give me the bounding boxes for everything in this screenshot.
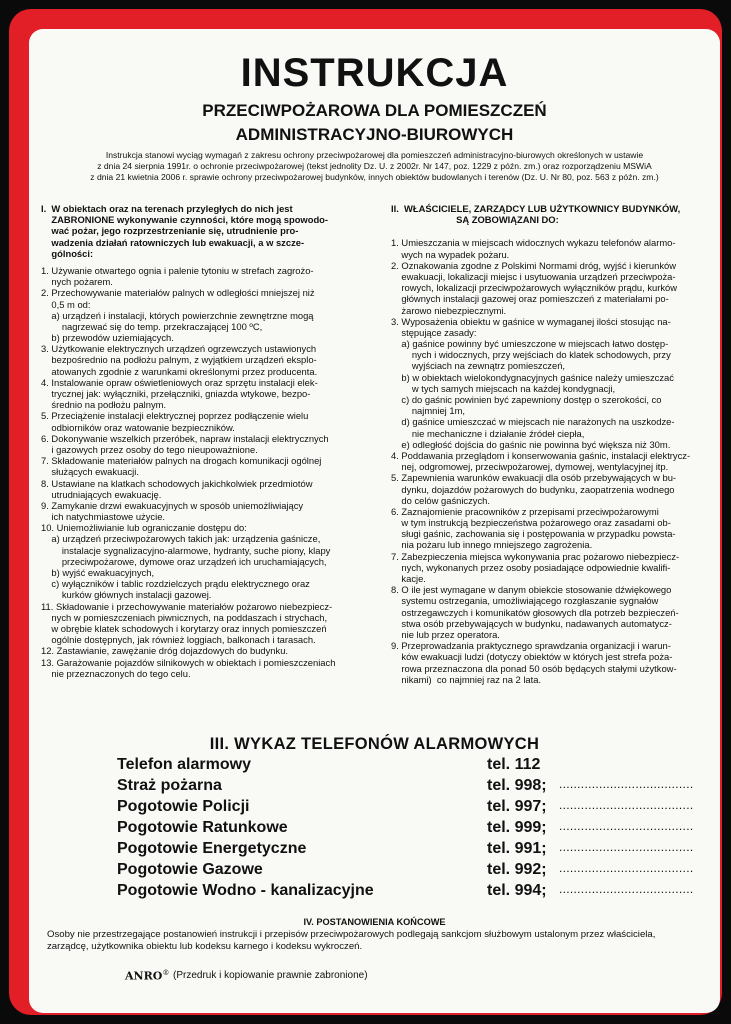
phone-service-name: Pogotowie Wodno - kanalizacyjne [117,882,374,899]
text-line: 3. Użytkowanie elektrycznych urządzeń ogrzewczych ustawionych [41,343,317,355]
text-line: głównych instalacji gazowej oraz pomieszczeń z materiałami po- [391,293,669,305]
phone-row [117,861,707,882]
text-line: 13. Garażowanie pojazdów silnikowych w obiektach i pomieszczeniach [41,656,336,668]
phone-service-name: Pogotowie Gazowe [117,861,263,878]
registered-mark: ® [162,969,170,977]
fill-in-line: ..................................... [559,777,694,791]
phone-row [117,756,707,777]
text-line: c) wyłączników i tablic rozdzielczych prądu elektrycznego oraz [41,578,310,590]
text-line: 2. Oznakowania zgodne z Polskimi Normami dróg, wyjść i kierunków [391,259,677,271]
text-line: SĄ ZOBOWIĄZANI DO: [391,214,559,226]
text-line: żarowo niebezpiecznymi. [391,304,507,316]
text-line: 9. Zamykanie drzwi ewakuacyjnych w sposób uniemożliwiający [41,499,304,511]
text-line: instalacje sygnalizacyjno-alarmowe, hydranty, suche piony, klapy [41,544,331,556]
text-line: atowanych zgodnie z warunkami określonymi przez producenta. [41,365,318,377]
text-line: wać pożar, jego rozprzestrzenianie się, utrudnienie pro- [41,225,299,237]
phone-row [117,882,707,903]
text-line: ich natychmiastowe użycie. [41,511,166,523]
text-line: 4. Poddawania przeglądom i konserwowania gaśnic, instalacji elektrycz- [391,449,691,461]
text-line: 6. Dokonywanie wszelkich przeróbek, napraw instalacji elektrycznych [41,432,329,444]
text-line: nych, wykonanych przez osoby posiadające odpowiednie kwalifi- [391,561,671,573]
text-line: 9. Przeprowadzania praktycznego sprawdzania organizacji i warun- [391,640,671,652]
text-line: ostrzegawczych i komunikatów głosowych dla potrzeb bezpieczeń- [391,606,679,618]
text-line: bezpośrednio na podłożu palnym, z wyjątkiem urządzeń eksplo- [41,354,317,366]
phone-service-name: Telefon alarmowy [117,756,251,773]
phone-service-name: Straż pożarna [117,777,222,794]
text-line: 2. Przechowywanie materiałów palnych w odległości mniejszej niż [41,287,315,299]
text-line: 7. Składowanie materiałów palnych na drogach komunikacji ogólnej [41,455,322,467]
final-line: Osoby nie przestrzegające postanowień instrukcji i przepisów przeciwpożarowych podlegają sankcjom służbowym ustalonym przez właściciela, [47,929,656,940]
text-line: ZABRONIONE wykonywanie czynności, które mogą spowodo- [41,214,329,226]
subtitle-line-2: ADMINISTRACYJNO-BIUROWYCH [235,125,514,144]
fill-in-line: ..................................... [559,798,694,812]
text-line: a) gaśnice powinny być umieszczone w miejscach łatwo dostęp- [391,338,669,350]
anro-logo [125,969,169,983]
text-line: nych pożarem. [41,276,113,288]
text-line: b) wyjść ewakuacyjnych, [41,567,155,578]
text-line: 3. Wyposażenia obiektu w gaśnice w wymaganej ilości stosując na- [391,315,671,327]
phone-service-name: Pogotowie Ratunkowe [117,819,288,836]
intro-line: z dnia 24 sierpnia 1991r. o ochronie przeciwpożarowej (tekst jednolity Dz. U. z 2002r. Nr 147, poz. 1229 z późn. zm.) oraz rozporządzeniu MSWiA [97,161,652,171]
document-title: INSTRUKCJA [240,51,509,95]
text-line: wych na wypadek pożaru. [391,248,510,260]
phone-number: tel. 992; [487,861,547,878]
text-line: 10. Uniemożliwianie lub ograniczanie dostępu do: [41,522,247,534]
phone-service-name: Pogotowie Energetyczne [117,840,307,857]
text-line: systemu ostrzegania, umożliwiającego rozgłaszanie sygnałów [391,595,659,607]
text-line: wadzenia działań ratowniczych lub ewakuacji, a w szcze- [41,236,305,248]
text-line: kurków głównych instalacji gazowej. [41,589,212,601]
logo-text: ANRO [125,969,163,983]
text-line: nikami) co najmniej raz na 2 lata. [391,673,542,685]
text-line: 12. Zastawianie, zawężanie dróg dojazdowych do budynku. [41,645,289,657]
sign-red-border [9,9,722,1015]
text-line: i gazowych przez osoby do tego nieupoważnione. [41,443,258,455]
text-line: nych w pomieszczeniach piwnicznych, na poddaszach i strychach, [41,611,328,623]
text-line: nych i widocznych, przy wejściach do klatek schodowych, przy [391,349,671,361]
text-line: stwa osób przebywających w budynku, nadawanych automatycz- [391,617,672,629]
text-line: 5. Przeciążenie instalacji elektrycznej poprzez podłączenie wielu [41,410,309,422]
text-line: sługi gaśnic, zachowania się i postępowania w przypadku powsta- [391,528,676,540]
text-line: a) urządzeń i instalacji, których powierzchnie zewnętrzne mogą [41,309,314,321]
phone-row [117,840,707,861]
text-line: gólności: [41,247,94,259]
text-line: c) do gaśnic powinien być zapewniony dostęp o szerokości, co [391,394,662,405]
phone-service-name: Pogotowie Policji [117,798,250,815]
intro-line: z dnia 21 kwietnia 2006 r. sprawie ochrony przeciwpożarowej budynków, innych obiektów budowlanych i terenów (Dz. U. Nr 80, poz. 563 z późn. zm.) [90,172,659,182]
phone-number: tel. 999; [487,819,547,836]
text-line: przeciwpożarowe, dymowe oraz urządzeń ich uruchamiających, [41,555,327,567]
text-line: a) urządzeń przeciwpożarowych takich jak: urządzenia gaśnicze, [41,533,321,545]
final-line: zarządcę, użytkownika obiektu lub kodeksu karnego i kodeksu wykroczeń. [47,941,363,952]
text-line: 7. Zabezpieczenia miejsca wykonywania prac pożarowo niebezpiecz- [391,550,680,562]
text-line: rowych, lokalizacji przeciwpożarowych wyłączników prądu, kurków [391,282,678,294]
text-line: w obrębie klatek schodowych i korytarzy oraz innych pomieszczeń [41,622,327,634]
text-line: nie lub przez operatora. [391,628,500,640]
text-line: trycznej jak: wyłączniki, przełączniki, gniazda wtykowe, bezpo- [41,388,311,399]
text-line: nie mechaniczne i działanie źródeł ciepła, [391,427,585,439]
text-line: nagrzewać się do temp. przekraczającej 100 ºC, [41,320,263,332]
section-2-obligations [391,203,709,685]
text-line: e) odległość dojścia do gaśnic nie powinna być większa niż 30m. [391,438,671,450]
text-line: ewakuacji, lokalizacji miejsc i usytuowania urządzeń przeciwpoża- [391,270,676,282]
text-line: stępujące zasady: [391,326,477,338]
text-line: 1. Umieszczania w miejscach widocznych wykazu telefonów alarmo- [391,237,676,249]
fill-in-line: ..................................... [559,882,694,896]
intro-paragraph [55,150,694,183]
text-line: 4. Instalowanie opraw oświetleniowych oraz sprzętu instalacji elek- [41,376,318,388]
fill-in-line: ..................................... [559,861,694,875]
text-line: b) przewodów uziemiających. [41,332,174,344]
sign-panel [29,29,720,1013]
text-line: w tych samych miejscach na każdej kondygnacji, [391,382,616,394]
text-line: ków ewakuacji ludzi (dotyczy obiektów w których jest strefa poża- [391,651,673,663]
text-line: ogólnie dostępnych, jak również loggiach, balkonach i tarasach. [41,634,316,646]
section-3-title: III. WYKAZ TELEFONÓW ALARMOWYCH [209,735,540,753]
text-line: 8. Ustawiane na klatkach schodowych jakichkolwiek przedmiotów [41,477,313,489]
text-line: 6. Zaznajomienie pracowników z przepisami przeciwpożarowymi [391,505,659,517]
text-line: nia pożaru lub innego mniejszego zagrożenia. [391,539,593,551]
phone-number: tel. 991; [487,840,547,857]
text-line: do celów gaśniczych. [391,494,491,506]
phone-number: tel. 994; [487,882,547,899]
text-line: utrudniających ewakuację. [41,488,162,500]
text-line: 8. O ile jest wymagane w danym obiekcie stosowanie dźwiękowego [391,584,672,596]
text-line: 0,5 m od: [41,298,91,310]
text-line: wyjściach na zewnątrz pomieszczeń, [391,360,566,372]
intro-line: Instrukcja stanowi wyciąg wymagań z zakresu ochrony przeciwpożarowej dla pomieszczeń administracyjno-biurowych określonych w ustawie [105,150,644,160]
phone-row [117,798,707,819]
section-1-prohibitions [41,203,363,679]
text-line: 5. Zapewnienia warunków ewakuacji dla osób przebywających w bu- [391,472,677,484]
text-line: 11. Składowanie i przechowywanie materiałów pożarowo niebezpiecz- [41,600,333,612]
phone-number: tel. 112 [487,756,541,773]
section-4-title: IV. POSTANOWIENIA KOŃCOWE [303,917,446,927]
text-line: II. WŁAŚCICIELE, ZARZĄDCY LUB UŻYTKOWNICY BUDYNKÓW, [391,203,681,214]
text-line: najmniej 1m, [391,405,465,417]
text-line: w tym instrukcją bezpieczeństwa pożarowego oraz zasadami ob- [391,517,671,529]
text-line: I. W obiektach oraz na terenach przyległych do nich jest [41,203,293,214]
text-line: d) gaśnice umieszczać w miejscach nie narażonych na uszkodze- [391,416,675,428]
text-line: odbiorników oraz watowanie bezpieczników. [41,421,235,433]
phone-row [117,819,707,840]
phone-row [117,777,707,798]
copyright-note: (Przedruk i kopiowanie prawnie zabronione) [173,970,368,981]
text-line: dynku, dojazdów pożarowych do budynku, zaopatrzenia wodnego [391,483,675,495]
text-line: nej, odgromowej, przeciwpożarowej, dymowej, wentylacyjnej itp. [391,461,669,473]
final-provisions [47,929,704,953]
text-line: rowa przeznaczona dla ponad 50 osób będących stałymi użytkow- [391,662,677,674]
text-line: nie przeznaczonych do tego celu. [41,667,191,679]
subtitle-line-1: PRZECIWPOŻAROWA DLA POMIESZCZEŃ [202,101,547,120]
phone-number: tel. 998; [487,777,547,794]
text-line: 1. Używanie otwartego ognia i palenie tytoniu w strefach zagrożo- [41,264,314,276]
text-line: średnio na podłożu palnym. [41,399,167,411]
text-line: służących ewakuacji. [41,466,139,478]
fill-in-line: ..................................... [559,819,694,833]
text-line: kacje. [391,573,426,584]
text-line: b) w obiektach wielokondygnacyjnych gaśnice należy umieszczać [391,371,674,383]
fill-in-line: ..................................... [559,840,694,854]
phone-number: tel. 997; [487,798,547,815]
